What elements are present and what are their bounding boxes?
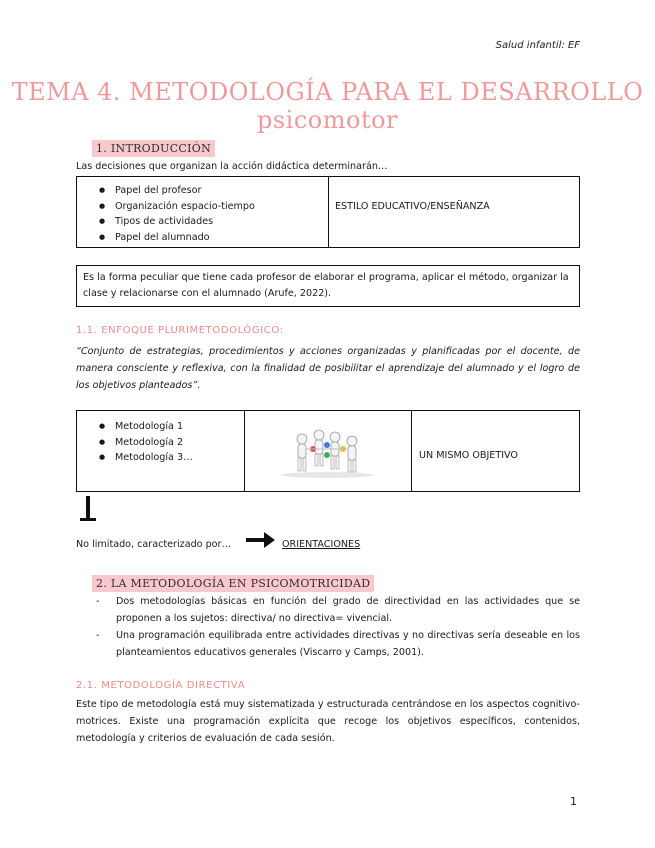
style-table-list bbox=[85, 183, 315, 245]
orientations-link-text: ORIENTACIONES bbox=[282, 539, 361, 550]
subsection-2-1-heading: 2.1. METODOLOGÍA DIRECTIVA bbox=[76, 680, 246, 691]
style-table bbox=[76, 176, 580, 248]
list-item: - Una programación equilibrada entre actividades directivas y no directivas sería deseable en los planteamientos educativos generales (Viscarro y Camps, 2001). bbox=[76, 627, 580, 661]
team-figures-image bbox=[277, 427, 377, 479]
header-note: Salud infantil: EF bbox=[495, 40, 580, 51]
page-number: 1 bbox=[570, 795, 577, 808]
style-table-right: ESTILO EDUCATIVO/ENSEÑANZA bbox=[335, 201, 490, 212]
down-arrow-icon bbox=[80, 496, 96, 526]
section-1-heading: 1. INTRODUCCIÓN bbox=[92, 140, 215, 157]
method-table-right: UN MISMO OBJETIVO bbox=[419, 450, 518, 461]
intro-text: Las decisiones que organizan la acción didáctica determinarán… bbox=[76, 161, 388, 172]
section-2-list bbox=[76, 593, 580, 661]
section-2-heading: 2. LA METODOLOGÍA EN PSICOMOTRICIDAD bbox=[92, 575, 374, 592]
page-title: TEMA 4. METODOLOGÍA PARA EL DESARROLLO psicomotor bbox=[11, 78, 644, 134]
list-item: ● Metodología 2 bbox=[85, 435, 235, 451]
method-list bbox=[85, 419, 235, 466]
list-item: ● Organización espacio-tiempo bbox=[85, 199, 315, 215]
list-item: ● Metodología 1 bbox=[85, 419, 235, 435]
subsection-1-1-heading: 1.1. ENFOQUE PLURIMETODOLÓGICO: bbox=[76, 325, 284, 336]
quote-text: “Conjunto de estrategias, procedimientos y acciones organizadas y planificadas por el docente, de manera consciente y reflexiva, con la finalidad de posibilitar el aprendizaje del alumnado y el logro de los objetivos planteados”. bbox=[76, 346, 580, 391]
list-item: ● Papel del alumnado bbox=[85, 230, 315, 246]
orientation-lead-text: No limitado, caracterizado por… bbox=[76, 539, 232, 550]
arrow-right-icon bbox=[246, 531, 276, 549]
list-item: ● Tipos de actividades bbox=[85, 214, 315, 230]
list-item: ● Papel del profesor bbox=[85, 183, 315, 199]
section-2-1-paragraph: Este tipo de metodología está muy sistematizada y estructurada centrándose en los aspectos cognitivo-motrices. Existe una programación explícita que recoge los objetivos específicos, contenidos, metodología y criterios de evaluación de cada sesión. bbox=[76, 699, 580, 744]
definition-box: Es la forma peculiar que tiene cada profesor de elaborar el programa, aplicar el método, organizar la clase y relacionarse con el alumnado (Arufe, 2022). bbox=[76, 265, 580, 307]
list-item: ● Metodología 3… bbox=[85, 450, 235, 466]
method-table bbox=[76, 410, 580, 492]
list-item: - Dos metodologías básicas en función del grado de directividad en las actividades que se proponen a los sujetos: directiva/ no directiva= vivencial. bbox=[76, 593, 580, 627]
